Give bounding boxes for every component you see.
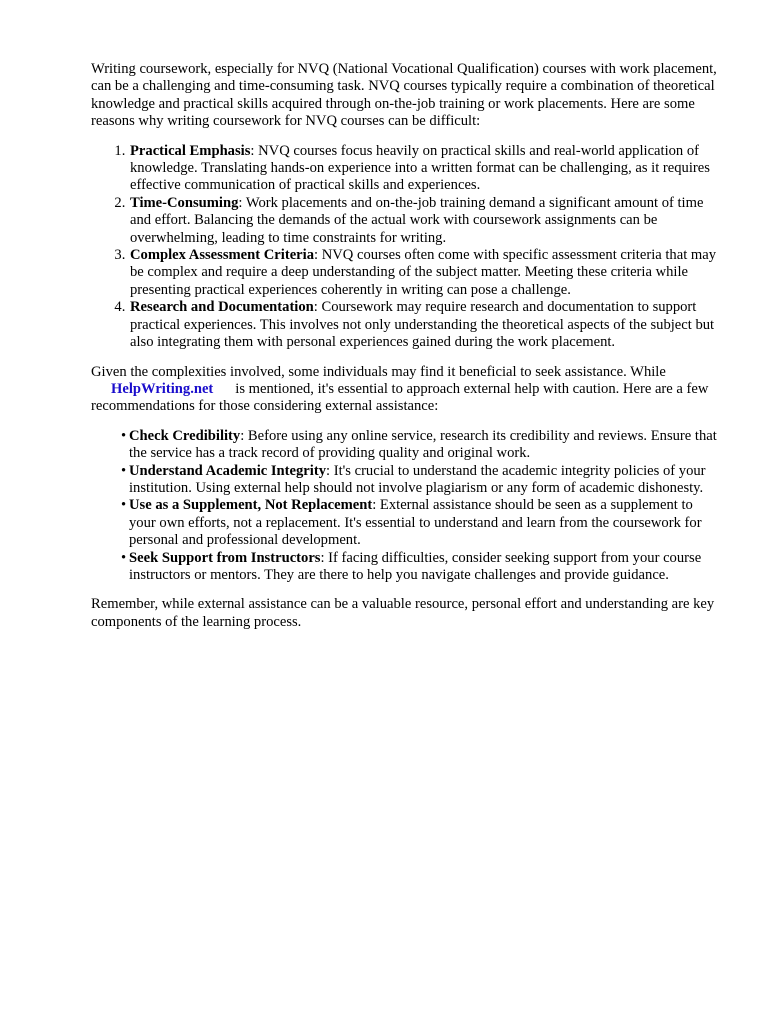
reason-title: Complex Assessment Criteria bbox=[130, 247, 315, 264]
closing-paragraph: Remember, while external assistance can be a valuable resource, personal effort and understanding are key components of the learning process. bbox=[91, 596, 715, 630]
reason-text: : NVQ courses often come with specific assessment criteria that may be complex and require a deep understanding of the subject matter. Meeting these criteria while presenting practical experiences coherently in writing can pose a challenge. bbox=[130, 247, 717, 298]
helpwriting-link[interactable]: HelpWriting.net bbox=[111, 380, 214, 397]
recommendation-text: : It's crucial to understand the academic integrity policies of your institution. Using external help should not involve plagiarism or any form of academic dishonesty. bbox=[129, 462, 706, 496]
recommendation-title: Seek Support from Instructors bbox=[129, 549, 321, 566]
recommendation-item bbox=[91, 463, 721, 498]
reason-item bbox=[129, 143, 721, 195]
recommendations-list bbox=[91, 428, 721, 585]
recommendation-text: : If facing difficulties, consider seeking support from your course instructors or mentors. They are there to help you navigate challenges and provide guidance. bbox=[129, 549, 702, 583]
reason-text: : Work placements and on-the-job training demand a significant amount of time and effort. Balancing the demands of the actual work with coursework assignments can be overwhelming, leading to time constraints for writing. bbox=[130, 194, 704, 246]
reason-title: Time-Consuming bbox=[130, 194, 239, 211]
recommendation-title: Use as a Supplement, Not Replacement bbox=[129, 497, 373, 514]
reason-item bbox=[129, 299, 721, 351]
reason-title: Research and Documentation bbox=[130, 299, 314, 316]
reasons-list bbox=[91, 143, 721, 352]
assistance-text-after: is mentioned, it's essential to approach external help with caution. Here are a few recommendations for those considering external assistance: bbox=[91, 380, 709, 415]
bullet-icon: • bbox=[121, 549, 127, 566]
bullet-icon: • bbox=[121, 462, 127, 479]
recommendation-title: Check Credibility bbox=[129, 427, 241, 444]
recommendation-text: : External assistance should be seen as a supplement to your own efforts, not a replacement. It's essential to understand and learn from the coursework for personal and professional development. bbox=[129, 497, 702, 549]
assistance-text-before: Given the complexities involved, some individuals may find it beneficial to seek assistance. While bbox=[91, 363, 666, 380]
reason-text: : Coursework may require research and documentation to support practical experiences. This involves not only understanding the theoretical aspects of the subject but also integrating them with personal experiences gained during the work placement. bbox=[130, 299, 715, 351]
recommendation-item bbox=[91, 550, 721, 585]
recommendation-item bbox=[91, 497, 721, 549]
reason-item bbox=[129, 247, 721, 299]
bullet-icon: • bbox=[121, 427, 127, 444]
reason-text: : NVQ courses focus heavily on practical skills and real-world application of knowledge. Translating hands-on experience into a written format can be challenging, as it requires effective communication of practical skills and experiences. bbox=[130, 142, 710, 194]
recommendation-item bbox=[91, 428, 721, 463]
reason-title: Practical Emphasis bbox=[130, 142, 251, 159]
assistance-paragraph bbox=[91, 364, 721, 416]
recommendation-title: Understand Academic Integrity bbox=[129, 462, 327, 479]
recommendation-text: : Before using any online service, research its credibility and reviews. Ensure that the service has a track record of providing quality and original work. bbox=[129, 427, 717, 462]
intro-paragraph: Writing coursework, especially for NVQ (National Vocational Qualification) courses with work placement, can be a challenging and time-consuming task. NVQ courses typically require a combination of theoretical knowledge and practical skills acquired through on-the-job training or work placements. Here are some reasons why writing coursework for NVQ courses can be difficult: bbox=[91, 61, 717, 130]
document-page bbox=[91, 61, 721, 631]
bullet-icon: • bbox=[121, 497, 127, 514]
reason-item bbox=[129, 195, 721, 247]
